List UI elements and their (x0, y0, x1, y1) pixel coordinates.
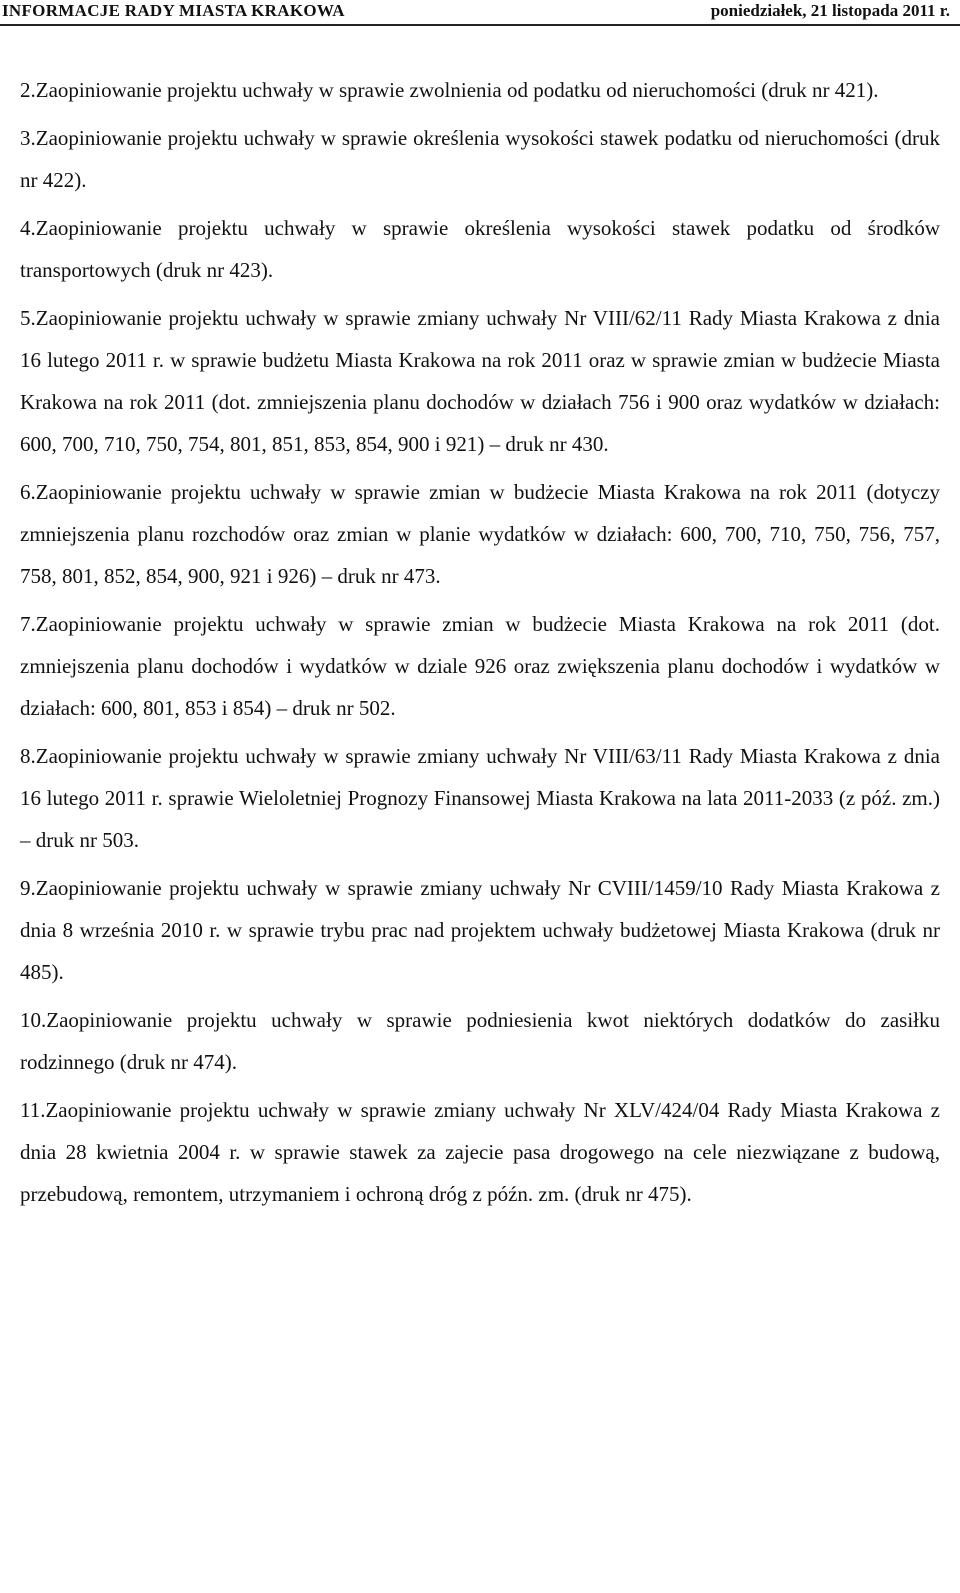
agenda-item-3: 3.Zaopiniowanie projektu uchwały w sprawie określenia wysokości stawek podatku od nieruchomości (druk nr 422). (20, 126, 940, 192)
agenda-item-6: 6.Zaopiniowanie projektu uchwały w sprawie zmian w budżecie Miasta Krakowa na rok 2011 (dotyczy zmniejszenia planu rozchodów oraz zmian w planie wydatków w działach: 600, 700, 710, 750, 756, 757, 758, 801, 852, 854, 900, 921 i 926) – druk nr 473. (20, 480, 940, 588)
agenda-item-11: 11.Zaopiniowanie projektu uchwały w sprawie zmiany uchwały Nr XLV/424/04 Rady Miasta Krakowa z dnia 28 kwietnia 2004 r. w sprawie stawek za zajecie pasa drogowego na cele niezwiązane z budową, przebudową, remontem, utrzymaniem i ochroną dróg z późn. zm. (druk nr 475). (20, 1098, 940, 1206)
header-title: INFORMACJE RADY MIASTA KRAKOWA (2, 1, 345, 20)
agenda-item-10: 10.Zaopiniowanie projektu uchwały w sprawie podniesienia kwot niektórych dodatków do zasiłku rodzinnego (druk nr 474). (20, 1008, 940, 1074)
header-date: poniedziałek, 21 listopada 2011 r. (710, 1, 950, 20)
agenda-item-8: 8.Zaopiniowanie projektu uchwały w sprawie zmiany uchwały Nr VIII/63/11 Rady Miasta Krakowa z dnia 16 lutego 2011 r. sprawie Wieloletniej Prognozy Finansowej Miasta Krakowa na lata 2011-2033 (z póź. zm.) – druk nr 503. (20, 744, 940, 852)
page-header (0, 0, 960, 26)
agenda-list (20, 69, 940, 1219)
agenda-item-2: 2.Zaopiniowanie projektu uchwały w sprawie zwolnienia od podatku od nieruchomości (druk nr 421). (20, 78, 879, 102)
agenda-item-9: 9.Zaopiniowanie projektu uchwały w sprawie zmiany uchwały Nr CVIII/1459/10 Rady Miasta Krakowa z dnia 8 września 2010 r. w sprawie trybu prac nad projektem uchwały budżetowej Miasta Krakowa (druk nr 485). (20, 876, 940, 984)
agenda-item-7: 7.Zaopiniowanie projektu uchwały w sprawie zmian w budżecie Miasta Krakowa na rok 2011 (dot. zmniejszenia planu dochodów i wydatków w dziale 926 oraz zwiększenia planu dochodów i wydatków w działach: 600, 801, 853 i 854) – druk nr 502. (20, 612, 940, 720)
agenda-item-5: 5.Zaopiniowanie projektu uchwały w sprawie zmiany uchwały Nr VIII/62/11 Rady Miasta Krakowa z dnia 16 lutego 2011 r. w sprawie budżetu Miasta Krakowa na rok 2011 oraz w sprawie zmian w budżecie Miasta Krakowa na rok 2011 (dot. zmniejszenia planu dochodów w działach 756 i 900 oraz wydatków w działach: 600, 700, 710, 750, 754, 801, 851, 853, 854, 900 i 921) – druk nr 430. (20, 306, 940, 456)
agenda-item-4: 4.Zaopiniowanie projektu uchwały w sprawie określenia wysokości stawek podatku od środków transportowych (druk nr 423). (20, 216, 940, 282)
